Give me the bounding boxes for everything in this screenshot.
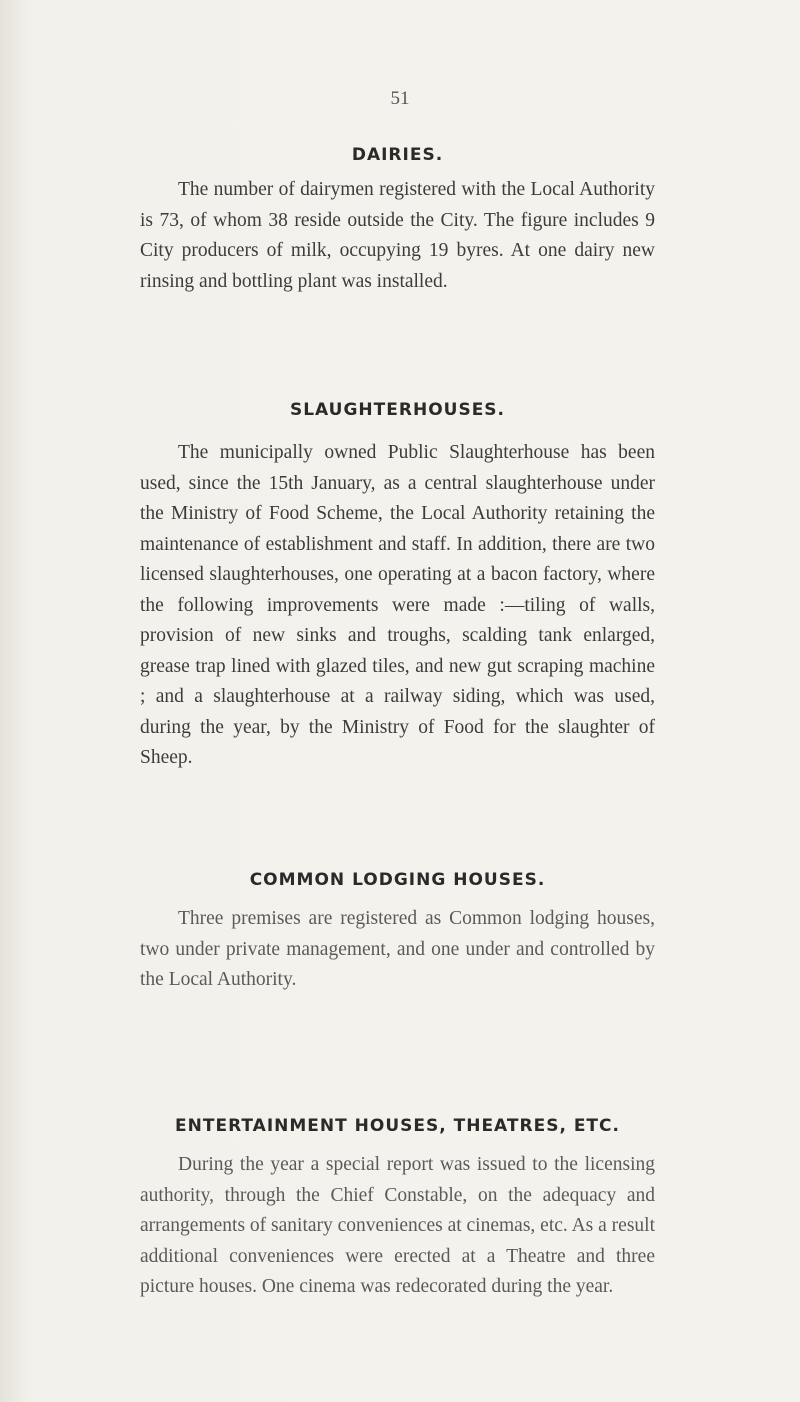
section-entertainment-houses: [140, 1116, 655, 1303]
section-dairies: [140, 145, 655, 297]
page-number: 51: [390, 88, 410, 109]
section-heading-dairies: DAIRIES.: [351, 145, 444, 165]
section-paragraph-common-lodging-houses: Three premises are registered as Common lodging houses, two under private management, and one under and controlled by the Local Authority.: [140, 908, 655, 990]
section-paragraph-slaughterhouses: The municipally owned Public Slaughterhouse has been used, since the 15th January, as a central slaughterhouse under the Ministry of Food Scheme, the Local Authority retaining the maintenance of establishment and staff. In addition, there are two licensed slaughterhouses, one operating at a bacon factory, where the following improvements were made :—tiling of walls, provision of new sinks and troughs, scalding tank enlarged, grease trap lined with glazed tiles, and new gut scraping machine ; and a slaughterhouse at a railway siding, which was used, during the year, by the Ministry of Food for the slaughter of Sheep.: [140, 442, 655, 768]
section-paragraph-dairies: The number of dairymen registered with the Local Authority is 73, of whom 38 reside outside the City. The figure includes 9 City producers of milk, occupying 19 byres. At one dairy new rinsing and bottling plant was installed.: [140, 179, 655, 292]
section-heading-common-lodging-houses: COMMON LODGING HOUSES.: [249, 870, 546, 890]
section-heading-slaughterhouses: SLAUGHTERHOUSES.: [289, 400, 506, 420]
section-slaughterhouses: [140, 400, 655, 774]
section-paragraph-entertainment-houses: During the year a special report was issued to the licensing authority, through the Chief Constable, on the adequacy and arrangements of sanitary conveniences at cinemas, etc. As a result additional conveniences were erected at a Theatre and three picture houses. One cinema was redecorated during the year.: [140, 1154, 655, 1297]
section-common-lodging-houses: [140, 870, 655, 996]
section-heading-entertainment-houses: ENTERTAINMENT HOUSES, THEATRES, ETC.: [175, 1116, 620, 1136]
